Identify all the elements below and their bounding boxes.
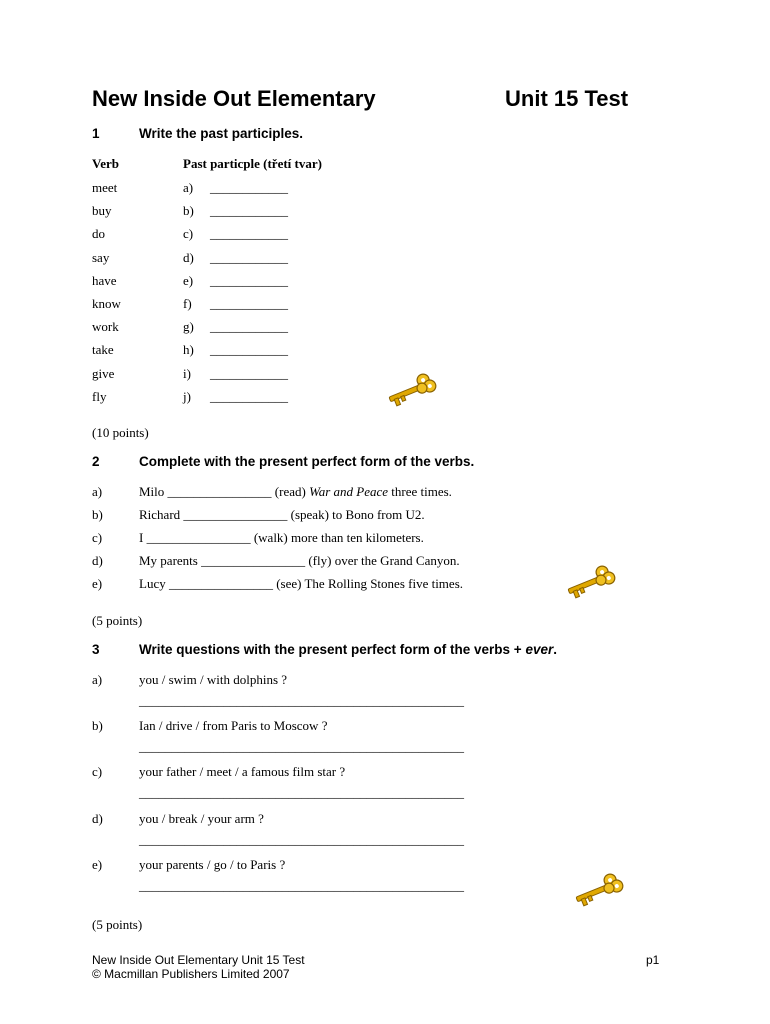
question-prompt: Ian / drive / from Paris to Moscow ? — [139, 718, 328, 734]
sentence-item[interactable] — [139, 530, 424, 546]
sentence-item[interactable] — [139, 553, 460, 569]
item-letter: i) — [183, 365, 191, 381]
verb-word: do — [92, 226, 105, 242]
participle-column-header: Past particple (třetí tvar) — [183, 156, 322, 171]
footer-credits — [92, 953, 305, 981]
sentence-item[interactable] — [139, 507, 425, 523]
footer-copyright: © Macmillan Publishers Limited 2007 — [92, 967, 290, 981]
question-prompt: your father / meet / a famous film star ? — [139, 764, 346, 780]
unit-label: Unit 15 Test — [505, 86, 629, 111]
verb-word: buy — [92, 203, 112, 219]
verb-word: say — [92, 249, 110, 265]
verb-column-header: Verb — [92, 156, 119, 171]
verb-word: know — [92, 296, 121, 311]
section1-number: 1 — [92, 126, 100, 141]
item-letter: c) — [92, 530, 103, 545]
item-letter: e) — [92, 856, 103, 872]
answer-blank[interactable]: ____________ — [210, 226, 288, 242]
sentence-text: Lucy ________________ (see) The Rolling Stones five times. — [139, 576, 463, 591]
item-letter: a) — [183, 180, 194, 195]
answer-blank[interactable]: ____________ — [210, 272, 288, 288]
page-number: p1 — [646, 953, 660, 967]
item-letter: a) — [92, 484, 103, 499]
section1-instruction: Write the past participles. — [139, 126, 304, 141]
answer-blank[interactable]: ____________ — [210, 180, 288, 195]
sentence-text: My parents ________________ (fly) over the Grand Canyon. — [139, 553, 460, 568]
answer-blank[interactable]: ____________ — [210, 203, 288, 219]
golden-key-icon — [563, 562, 619, 602]
answer-blank[interactable]: ____________ — [210, 388, 288, 404]
answer-blank[interactable]: ____________ — [210, 342, 288, 358]
section1-points: (10 points) — [92, 425, 149, 440]
footer-title: New Inside Out Elementary Unit 15 Test — [92, 953, 305, 967]
section3-instruction: Write questions with the present perfect form of the verbs + ever. — [139, 642, 557, 657]
sentence-text: I ________________ (walk) more than ten kilometers. — [139, 530, 424, 545]
verb-word: give — [92, 365, 115, 381]
verb-word: fly — [92, 388, 107, 404]
item-letter: b) — [92, 507, 103, 522]
item-letter: b) — [92, 718, 103, 734]
item-letter: e) — [92, 576, 103, 591]
item-letter: a) — [92, 672, 103, 687]
item-letter: j) — [183, 388, 191, 404]
question-prompt: you / break / your arm ? — [139, 810, 264, 826]
item-letter: d) — [92, 810, 103, 826]
question-prompt: you / swim / with dolphins ? — [139, 672, 288, 687]
sentence-text: three times. — [388, 484, 452, 499]
golden-key-icon — [571, 870, 627, 910]
question-prompt: your parents / go / to Paris ? — [139, 856, 286, 872]
verb-word: take — [92, 342, 114, 358]
section2-instruction: Complete with the present perfect form of the verbs. — [139, 454, 475, 469]
sentence-item[interactable] — [139, 576, 463, 592]
sentence-text: Milo ________________ (read) — [139, 484, 310, 499]
verb-word: have — [92, 272, 117, 288]
item-letter: b) — [183, 203, 194, 219]
golden-key-icon — [384, 370, 440, 410]
section3-points: (5 points) — [92, 917, 143, 932]
answer-blank[interactable]: ____________ — [210, 296, 288, 311]
verb-word: meet — [92, 180, 118, 195]
document-title: New Inside Out Elementary — [92, 86, 376, 111]
item-letter: c) — [183, 226, 194, 242]
answer-blank[interactable]: ____________ — [210, 319, 288, 335]
answer-line[interactable]: __________________________________________________ — [139, 831, 464, 847]
section2-points: (5 points) — [92, 613, 143, 628]
section2-number: 2 — [92, 454, 100, 469]
section3-number: 3 — [92, 642, 100, 657]
sentence-item[interactable] — [139, 484, 452, 500]
item-letter: d) — [183, 249, 194, 265]
item-letter: e) — [183, 272, 194, 288]
item-letter: g) — [183, 319, 194, 335]
answer-blank[interactable]: ____________ — [210, 365, 288, 381]
item-letter: c) — [92, 764, 103, 780]
answer-line[interactable]: __________________________________________________ — [139, 785, 464, 801]
answer-line[interactable]: __________________________________________________ — [139, 739, 464, 755]
answer-line[interactable]: __________________________________________________ — [139, 877, 464, 893]
verb-word: work — [92, 319, 119, 335]
item-letter: f) — [183, 296, 192, 311]
answer-blank[interactable]: ____________ — [210, 249, 288, 265]
book-title: War and Peace — [309, 484, 389, 499]
item-letter: d) — [92, 553, 103, 568]
answer-line[interactable]: __________________________________________________ — [139, 693, 464, 708]
sentence-text: Richard ________________ (speak) to Bono from U2. — [139, 507, 425, 522]
item-letter: h) — [183, 342, 194, 358]
